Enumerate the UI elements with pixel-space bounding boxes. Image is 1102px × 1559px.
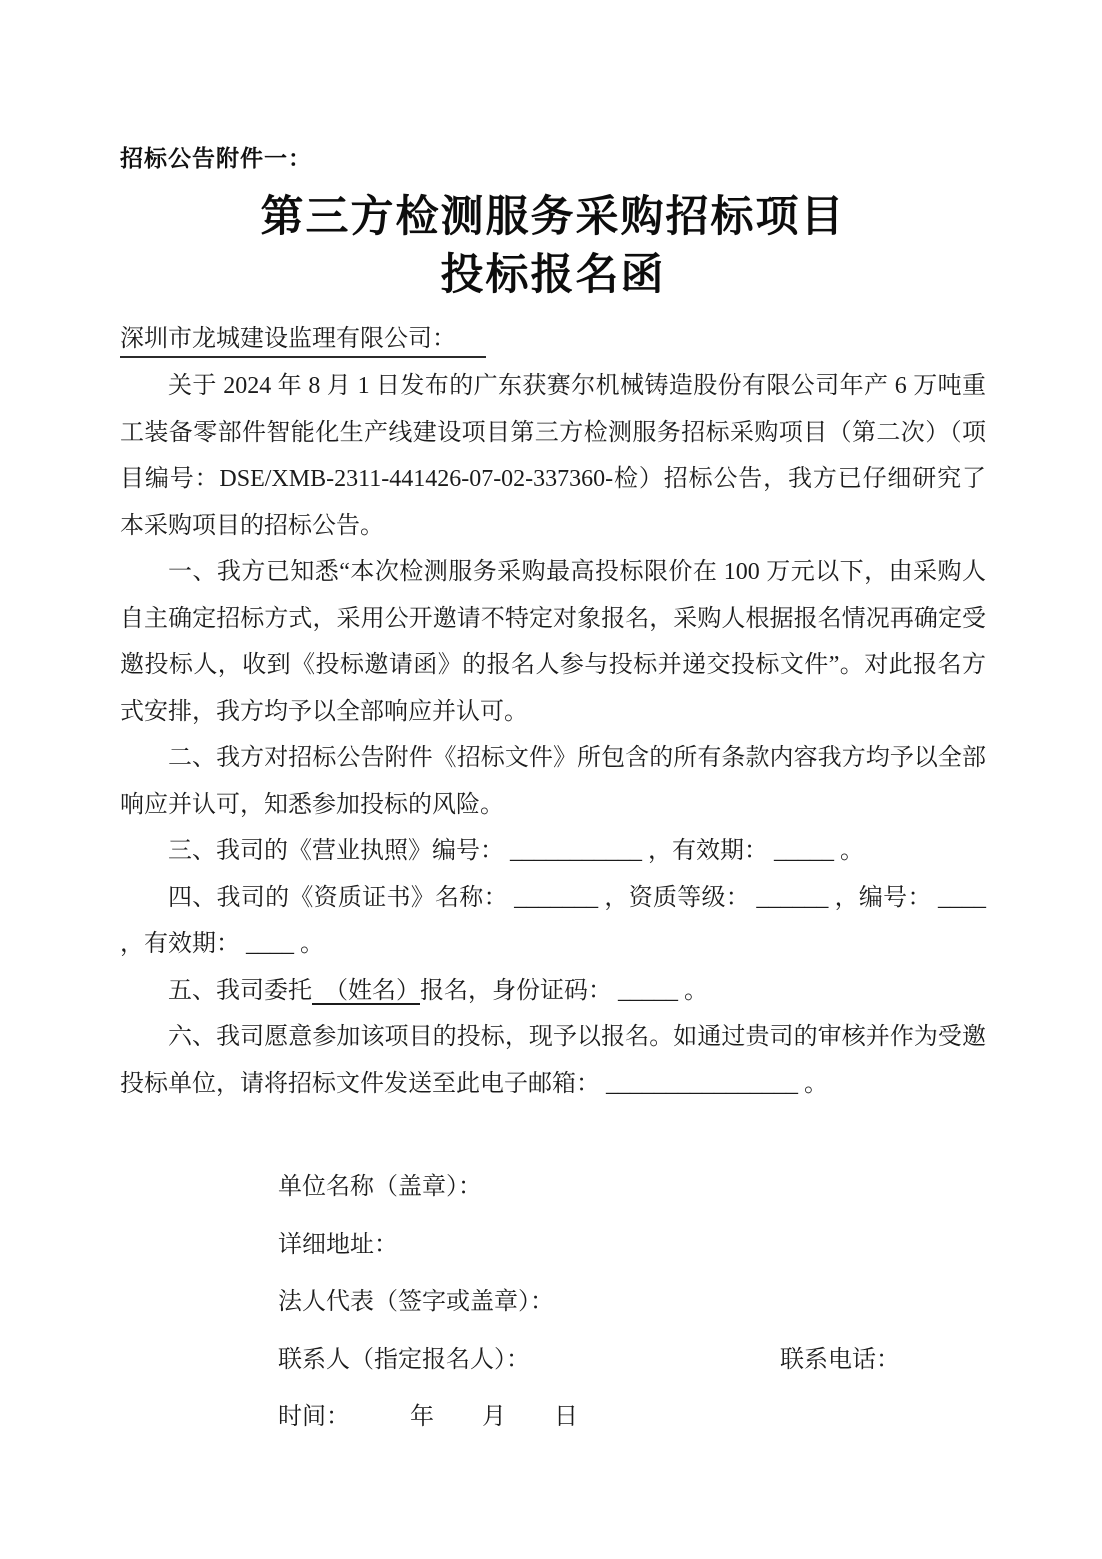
address-row: 详细地址： (278, 1231, 398, 1258)
signature-block (278, 1159, 986, 1447)
contact-label: 联系人（指定报名人）： (278, 1346, 530, 1373)
salutation-text: 深圳市龙城建设监理有限公司： (120, 322, 486, 358)
document-title (120, 189, 986, 305)
para-item-4: 四、我司的《资质证书》名称： _______ ，资质等级： ______ ，编号： ____ ，有效期： ____ 。 (120, 884, 986, 957)
date-row: 时间： 年 月 日 (278, 1404, 578, 1430)
salutation-line (120, 315, 986, 363)
legal-rep-row: 法人代表（签字或盖章）： (278, 1289, 554, 1315)
para-intro: 关于 2024 年 8 月 1 日发布的广东获赛尔机械铸造股份有限公司年产 6 万吨重工装备零部件智能化生产线建设项目第三方检测服务招标采购项目（第二次）（项目编号：DSE/XMB-2311-441426-07-02-337360-检）招标公告，我方已仔细研究了本采购项目的招标公告。 (120, 373, 986, 539)
contact-row (278, 1332, 986, 1390)
unit-name-row: 单位名称（盖章）： (278, 1174, 482, 1200)
attachment-label: 招标公告附件一： (120, 146, 312, 172)
para-item-5 (120, 968, 986, 1015)
title-line-2: 投标报名函 (440, 252, 666, 299)
phone-label: 联系电话： (780, 1346, 900, 1373)
name-blank-field: （姓名） (312, 977, 420, 1004)
para-item-1: 一、我方已知悉“本次检测服务采购最高投标限价在 100 万元以下，由采购人自主确定招标方式，采用公开邀请不特定对象报名，采购人根据报名情况再确定受邀投标人，收到《投标邀请函》的报名人参与投标并递交投标文件”。对此报名方式安排，我方均予以全部响应并认可。 (120, 559, 986, 725)
title-line-1: 第三方检测服务采购招标项目 (260, 194, 846, 241)
para-item-5-suffix: 报名，身份证码： _____ 。 (420, 977, 708, 1004)
para-item-5-prefix: 五、我司委托 (168, 977, 312, 1004)
para-item-2: 二、我方对招标公告附件《招标文件》所包含的所有条款内容我方均予以全部响应并认可，知悉参加投标的风险。 (120, 745, 986, 818)
para-item-3: 三、我司的《营业执照》编号： ___________ ，有效期： _____ 。 (168, 838, 864, 864)
para-item-6: 六、我司愿意参加该项目的投标，现予以报名。如通过贵司的审核并作为受邀投标单位，请将招标文件发送至此电子邮箱： ________________ 。 (120, 1024, 986, 1097)
